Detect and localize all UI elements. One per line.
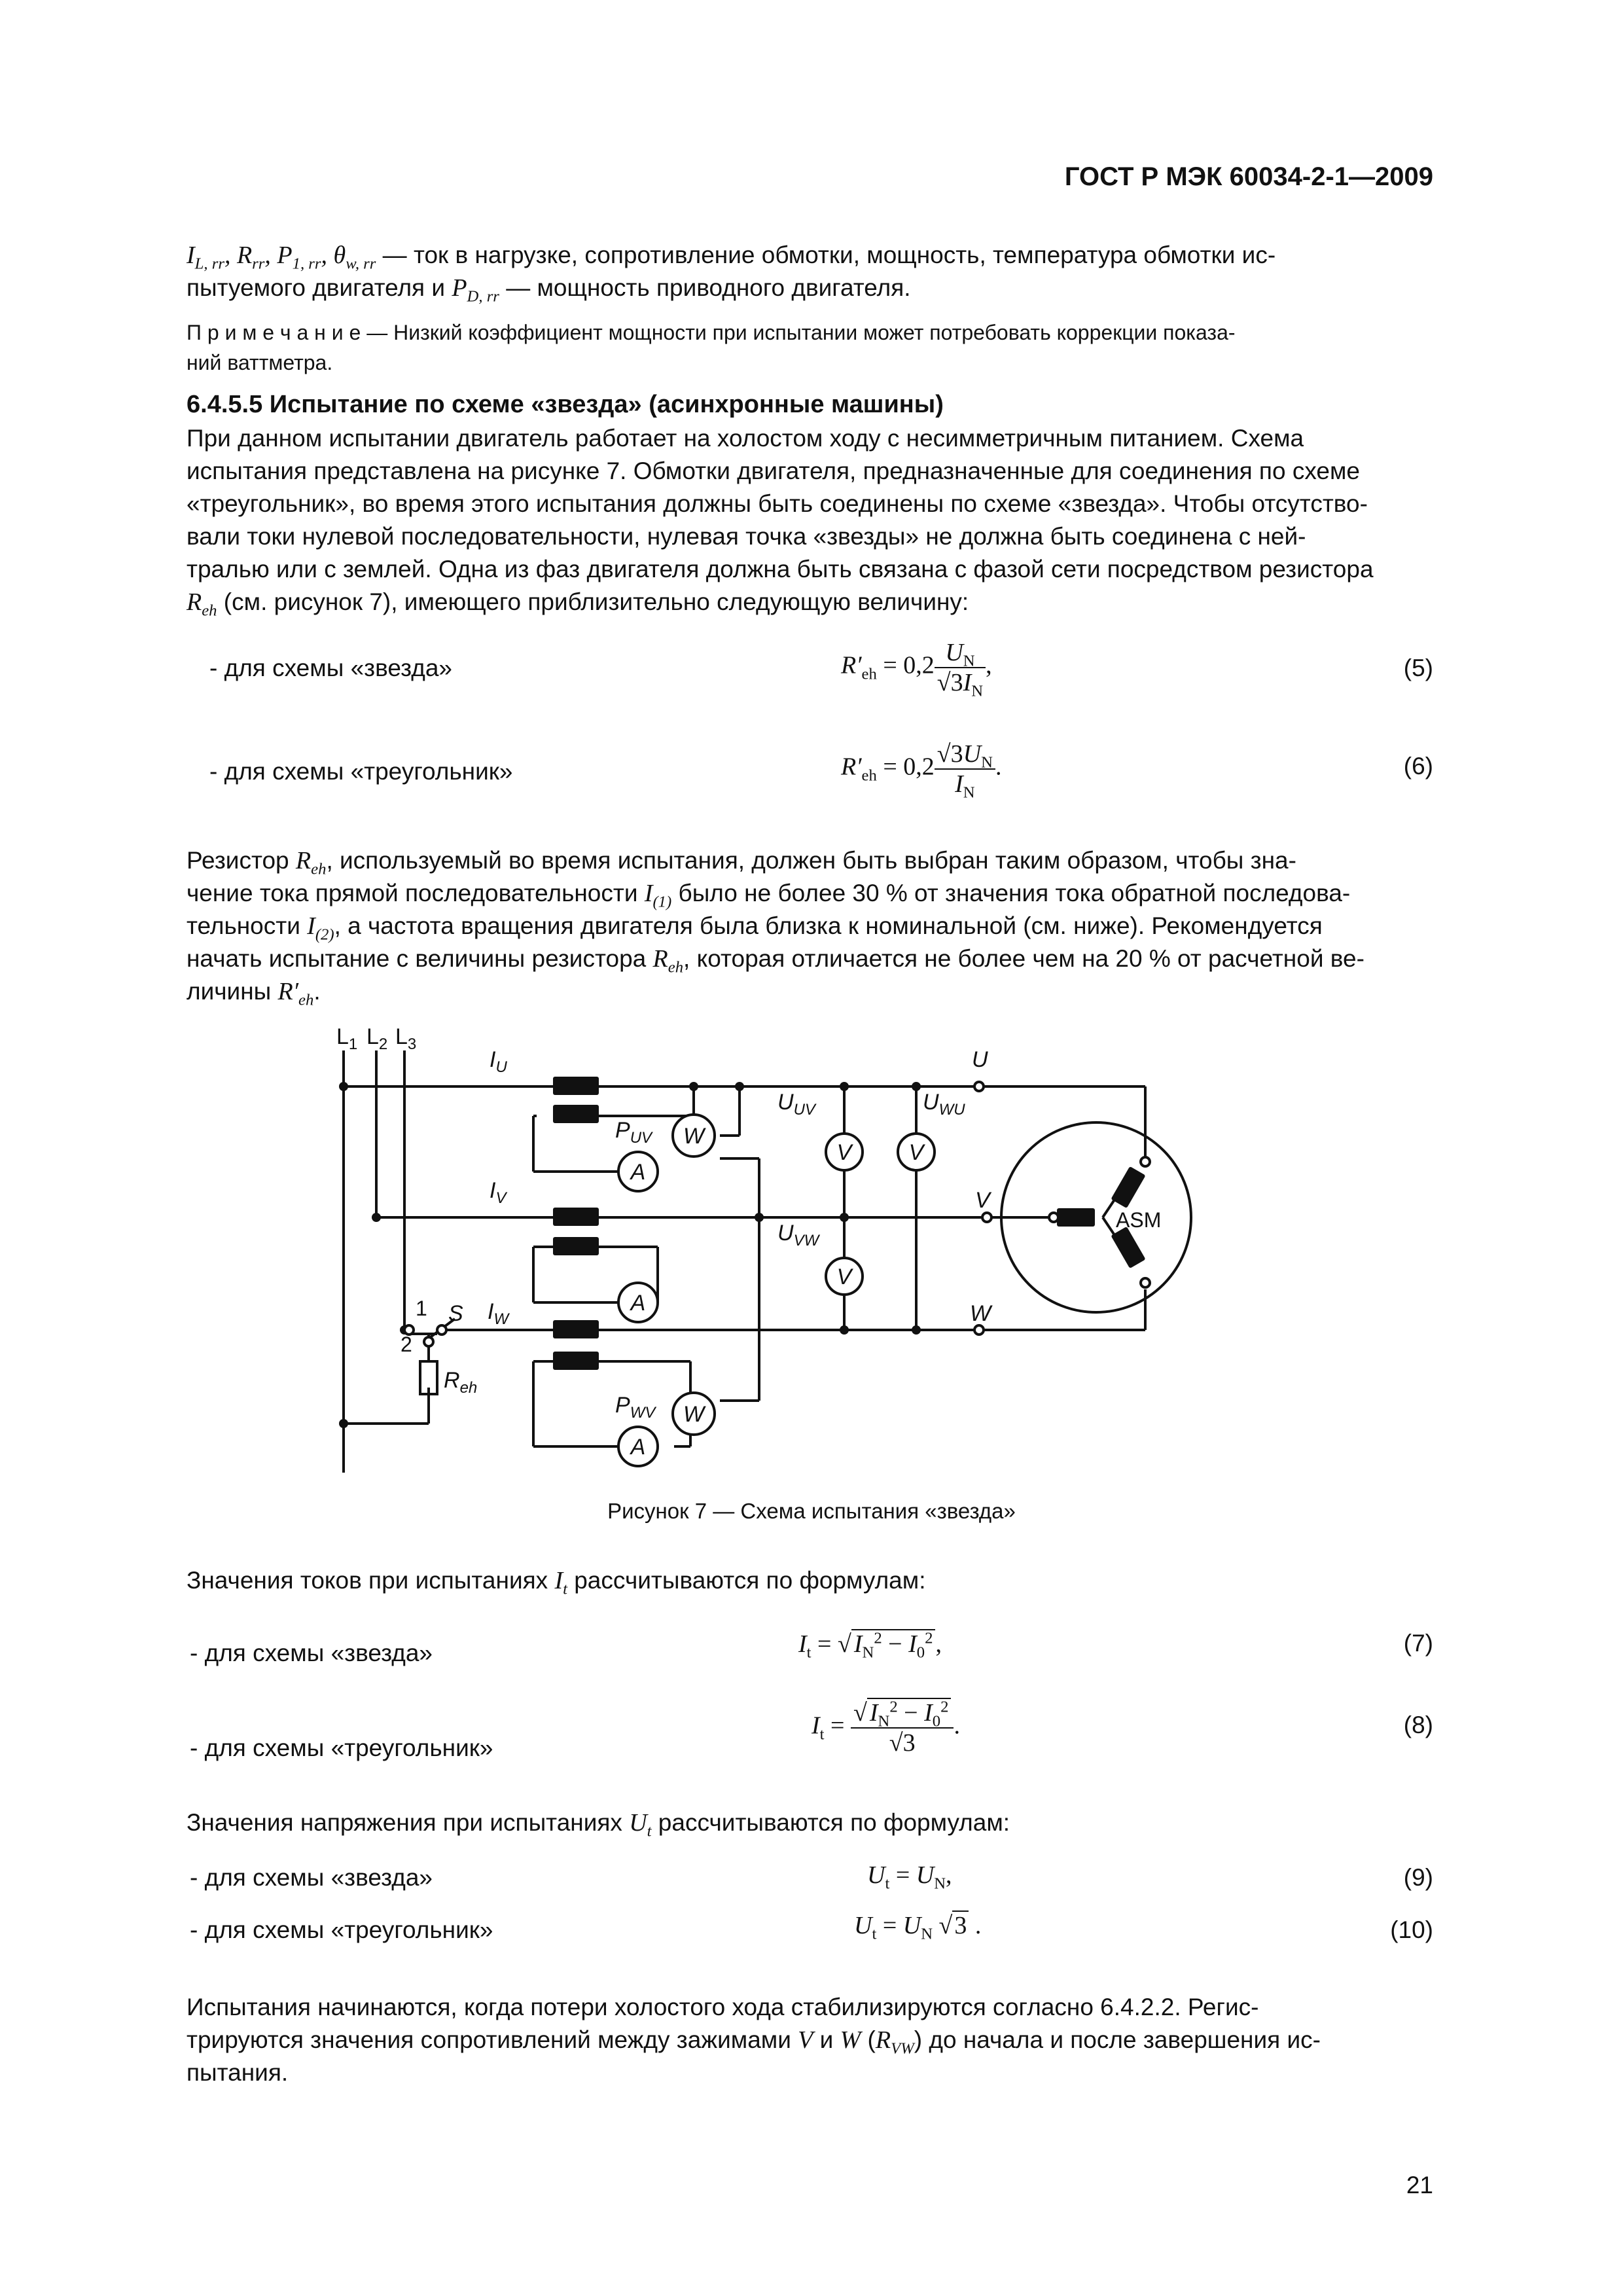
- symbol-reh-3: $R_{eh}$: [652, 945, 684, 977]
- circuit-diagram: [327, 1021, 1243, 1492]
- symbol-i1: $I_{(1)}$: [644, 880, 672, 911]
- motor-label: ASM: [1116, 1208, 1162, 1232]
- voltage-text-a: Значения напряжения при испытаниях: [187, 1809, 630, 1836]
- section-heading: 6.4.5.5 Испытание по схеме «звезда» (асинхронные машины): [187, 391, 944, 418]
- label-u: U: [972, 1047, 988, 1072]
- label-v: V: [975, 1188, 990, 1213]
- ammeter-v-label: A: [630, 1291, 646, 1316]
- res-text-3a: тельности: [187, 912, 308, 939]
- document-header: ГОСТ Р МЭК 60034-2-1—2009: [1064, 162, 1433, 191]
- currents-paragraph: [187, 1564, 925, 1597]
- section-line-1: При данном испытании двигатель работает на холостом ходу с несимметричным питанием. Схема: [187, 425, 1304, 452]
- eq10-label: - для схемы «треугольник»: [190, 1916, 493, 1943]
- label-pwv: $P_{WV}$: [615, 1393, 656, 1422]
- ammeter-w-label: A: [630, 1435, 646, 1460]
- resistor-paragraph: Резистор $R_{eh}$, используемый во время испытания, должен быть выбран таким образом, чтобы зна- чение тока прямой последовательности $I_{(1)}$ было не более 30 % от значения тока обратной последова- тельности $I_{(2)}$, а частота вращения двигателя была близка к номинальной (см. ниже). Рекомендуется начать испытание с величины резистора $R_{eh}$, которая отличается не более чем на 20 % от расчетной ве- личины $R'_{eh}$.: [187, 847, 1364, 1009]
- note-block: [187, 317, 1433, 378]
- page-number: 21: [1406, 2172, 1433, 2198]
- symbols-paragraph: [187, 239, 1433, 304]
- wattmeter-uv-label: W: [683, 1124, 705, 1149]
- eq7-number: (7): [1403, 1630, 1433, 1657]
- label-l3: $L_3$: [395, 1024, 417, 1053]
- symbols-text-2a: пытуемого двигателя и: [187, 274, 452, 301]
- section-line-4: вали токи нулевой последовательности, нулевая точка «звезды» не должна быть соединена с ней-: [187, 523, 1306, 550]
- label-uvw: $U_{VW}$: [777, 1221, 819, 1249]
- label-w: W: [970, 1301, 991, 1326]
- eq5-label: - для схемы «звезда»: [209, 655, 453, 681]
- res-text-1a: Резистор: [187, 847, 296, 874]
- eq10-formula: $U_t = U_N$ √3 .: [854, 1912, 982, 1943]
- ammeter-u-label: A: [630, 1160, 646, 1185]
- currents-text-a: Значения токов при испытаниях: [187, 1567, 555, 1594]
- section-line-6: (см. рисунок 7), имеющего приблизительно следующую величину:: [217, 588, 969, 615]
- eq7-label: - для схемы «звезда»: [190, 1640, 433, 1666]
- final-line-1: Испытания начинаются, когда потери холостого хода стабилизируются согласно 6.4.2.2. Регис-: [187, 1994, 1259, 2020]
- note-text-2: ний ваттметра.: [187, 351, 333, 374]
- voltage-paragraph: [187, 1806, 1010, 1839]
- label-puv: $P_{UV}$: [615, 1118, 652, 1147]
- voltage-text-b: рассчитываются по формулам:: [651, 1809, 1010, 1836]
- symbol-reh: $R_{eh}$: [187, 588, 217, 620]
- symbol-ut: $U_t$: [629, 1809, 652, 1840]
- eq8-number: (8): [1403, 1712, 1433, 1738]
- symbol-vw: V: [798, 2026, 813, 2054]
- res-text-2b: было не более 30 % от значения тока обратной последова-: [671, 880, 1351, 906]
- section-line-3: «треугольник», во время этого испытания должны быть соединены по схеме «звезда». Чтобы отсутство-: [187, 490, 1368, 517]
- label-reh: $R_{eh}$: [444, 1368, 478, 1397]
- res-text-4a: начать испытание с величины резистора: [187, 945, 653, 972]
- symbol-reh-2: $R_{eh}$: [295, 847, 327, 878]
- eq6-formula: $R'_{eh} = 0,2$ $\frac{√3U_N}{I_N}$ .: [841, 740, 1002, 802]
- terminals: [404, 1082, 1150, 1346]
- label-s: S: [448, 1301, 463, 1326]
- section-line-2: испытания представлена на рисунке 7. Обмотки двигателя, предназначенные для соединения по схеме: [187, 457, 1361, 484]
- label-l2: $L_2$: [366, 1024, 388, 1053]
- res-text-4b: , которая отличается не более чем на 20 % от расчетной ве-: [683, 945, 1364, 972]
- section-line-5: тралью или с землей. Одна из фаз двигателя должна быть связана с фазой сети посредством резистора: [187, 556, 1374, 583]
- section-body: [187, 422, 1433, 619]
- eq9-formula: $U_t = U_N$,: [867, 1861, 952, 1893]
- voltmeter-wu-label: V: [908, 1140, 924, 1165]
- eq8-label: - для схемы «треугольник»: [190, 1734, 493, 1761]
- symbol-pd: $P_{D, rr}$: [452, 274, 499, 306]
- symbols-text-2b: — мощность приводного двигателя.: [499, 274, 911, 301]
- label-iv: $I_V$: [490, 1178, 507, 1207]
- switch-pos-2: 2: [401, 1333, 412, 1356]
- eq7-formula: $I_t$ = √ $I_N^2 - I_0^2$ ,: [798, 1629, 942, 1662]
- current-coils: [553, 1077, 1146, 1370]
- wattmeter-wv-label: W: [683, 1402, 705, 1427]
- symbol-list: $I_{L, rr}$, $R_{rr}$, $P_{1, rr}$, $\theta_{w, rr}$: [187, 242, 376, 273]
- symbol-it: $I_t$: [554, 1567, 567, 1598]
- eq6-label: - для схемы «треугольник»: [209, 758, 513, 785]
- res-text-3b: , а частота вращения двигателя была близка к номинальной (см. ниже). Рекомендуется: [334, 912, 1323, 939]
- switch-pos-1: 1: [416, 1297, 427, 1320]
- eq5-formula: $R'_{eh} = 0,2$ $\frac{U_N}{√3I_N}$ ,: [841, 639, 992, 700]
- label-uwu: $U_{WU}$: [923, 1090, 965, 1119]
- label-iw: $I_W$: [488, 1299, 509, 1328]
- voltmeter-vw-label: V: [836, 1265, 852, 1289]
- eq9-label: - для схемы «звезда»: [190, 1864, 433, 1891]
- symbol-reh-prime: $R'_{eh}$: [277, 978, 314, 1009]
- symbols-text: — ток в нагрузке, сопротивление обмотки, мощность, температура обмотки ис-: [376, 242, 1276, 268]
- currents-text-b: рассчитываются по формулам:: [567, 1567, 926, 1594]
- final-line-3: пытания.: [187, 2059, 289, 2086]
- res-text-1b: , используемый во время испытания, должен быть выбран таким образом, чтобы зна-: [326, 847, 1296, 874]
- res-text-5: личины: [187, 978, 278, 1005]
- eq8-formula: $I_t$ = $\frac{√ I_N^2 - I_0^2}{√3}$ .: [812, 1698, 960, 1757]
- note-label: П р и м е ч а н и е: [187, 321, 361, 344]
- symbol-rvw: $R_{VW}$: [875, 2026, 914, 2058]
- final-text-2b: до начала и после завершения ис-: [922, 2026, 1321, 2053]
- eq10-number: (10): [1390, 1916, 1433, 1943]
- eq5-number: (5): [1403, 655, 1433, 681]
- final-paragraph: Испытания начинаются, когда потери холостого хода стабилизируются согласно 6.4.2.2. Регис- трируются значения сопротивлений между зажимами V и W $(R_{VW})$ до начала и после завершения ис- пытания.: [187, 1991, 1433, 2089]
- label-uuv: $U_{UV}$: [777, 1090, 815, 1119]
- figure-caption: Рисунок 7 — Схема испытания «звезда»: [607, 1499, 1016, 1523]
- eq6-number: (6): [1403, 753, 1433, 780]
- note-text: — Низкий коэффициент мощности при испытании может потребовать коррекции показа-: [361, 321, 1236, 344]
- label-iu: $I_U$: [490, 1047, 507, 1076]
- res-text-2a: чение тока прямой последовательности: [187, 880, 645, 906]
- final-text-2a: трируются значения сопротивлений между зажимами: [187, 2026, 798, 2053]
- label-l1: $L_1$: [336, 1024, 358, 1053]
- eq9-number: (9): [1403, 1864, 1433, 1891]
- voltmeter-uv-label: V: [836, 1140, 852, 1165]
- symbol-i2: $I_{(2)}$: [307, 912, 334, 944]
- symbol-w: W: [840, 2026, 861, 2054]
